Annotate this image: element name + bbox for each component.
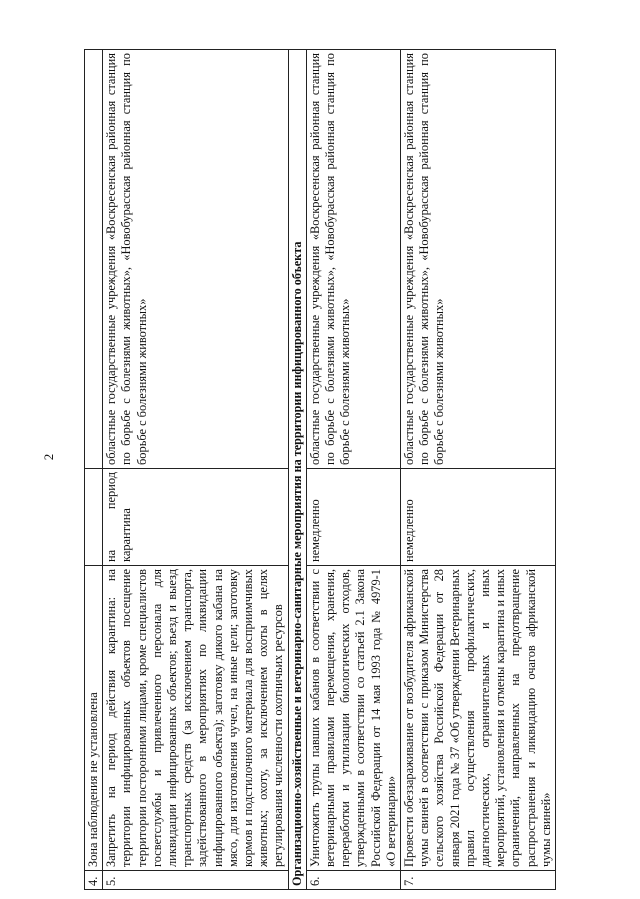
table-row — [103, 50, 288, 890]
rotated-table-sheet — [84, 50, 553, 890]
section-title: Организационно-хозяйственные и ветеринарно-санитарные мероприятия на территории инфицированного объекта — [288, 50, 306, 890]
executor-cell: областные государственные учреждения «Воскресенская районная станция по борьбе с болезнями животных», «Новобурасская районная станция по борьбе с болезнями животных» — [306, 50, 400, 469]
table-row — [401, 50, 556, 890]
row-number: 6. — [306, 871, 400, 890]
executor-cell: областные государственные учреждения «Воскресенская районная станция по борьбе с болезнями животных», «Новобурасская районная станция по борьбе с болезнями животных» — [103, 50, 288, 469]
measures-table — [84, 49, 556, 890]
page-number: 2 — [41, 453, 56, 461]
row-number: 4. — [85, 871, 103, 890]
row-number: 7. — [401, 871, 556, 890]
executor-cell: областные государственные учреждения «Воскресенская районная станция по борьбе с болезнями животных», «Новобурасская районная станция по борьбе с болезнями животных» — [401, 50, 556, 469]
term-cell: на период карантина — [103, 469, 288, 566]
table-row — [85, 50, 103, 890]
row-number: 5. — [103, 871, 288, 890]
table-row — [306, 50, 400, 890]
executor-cell — [85, 50, 103, 469]
measure-cell: Уничтожить трупы павших кабанов в соответствии с ветеринарными правилами перемещения, хранения, переработки и утилизации биологических отходов, утвержденными в соответствии со статьей 2.1 Закона Российской Федерации от 14 мая 1993 года № 4979-1 «О ветеринарии» — [306, 566, 400, 871]
term-cell: немедленно — [306, 469, 400, 566]
measure-cell: Запретить на период действия карантина: на территории инфицированных объектов посещение территории посторонними лицами, кроме специалистов госветслужбы и привлеченного персонала для ликвидации инфицированных объектов; въезд и выезд транспортных средств (за исключением транспорта, задействованного в мероприятиях по ликвидации инфицированного объекта); заготовку дикого кабана на мясо, для изготовления чучел, на иные цели; заготовку кормов и подстилочного материала для восприимчивых животных; охоту, за исключением охоты в целях регулирования численности охотничьих ресурсов — [103, 566, 288, 871]
measure-cell: Зона наблюдения не установлена — [85, 566, 103, 871]
term-cell — [85, 469, 103, 566]
term-cell: немедленно — [401, 469, 556, 566]
measure-cell: Провести обеззараживание от возбудителя африканской чумы свиней в соответствии с приказом Министерства сельского хозяйства Российской Федерации от 28 января 2021 года № 37 «Об утверждении Ветеринарных правил осуществления профилактических, диагностических, ограничительных и иных мероприятий, установления и отмены карантина и иных ограничений, направленных на предотвращение распространения и ликвидацию очагов африканской чумы свиней» — [401, 566, 556, 871]
section-header-row — [288, 50, 306, 890]
